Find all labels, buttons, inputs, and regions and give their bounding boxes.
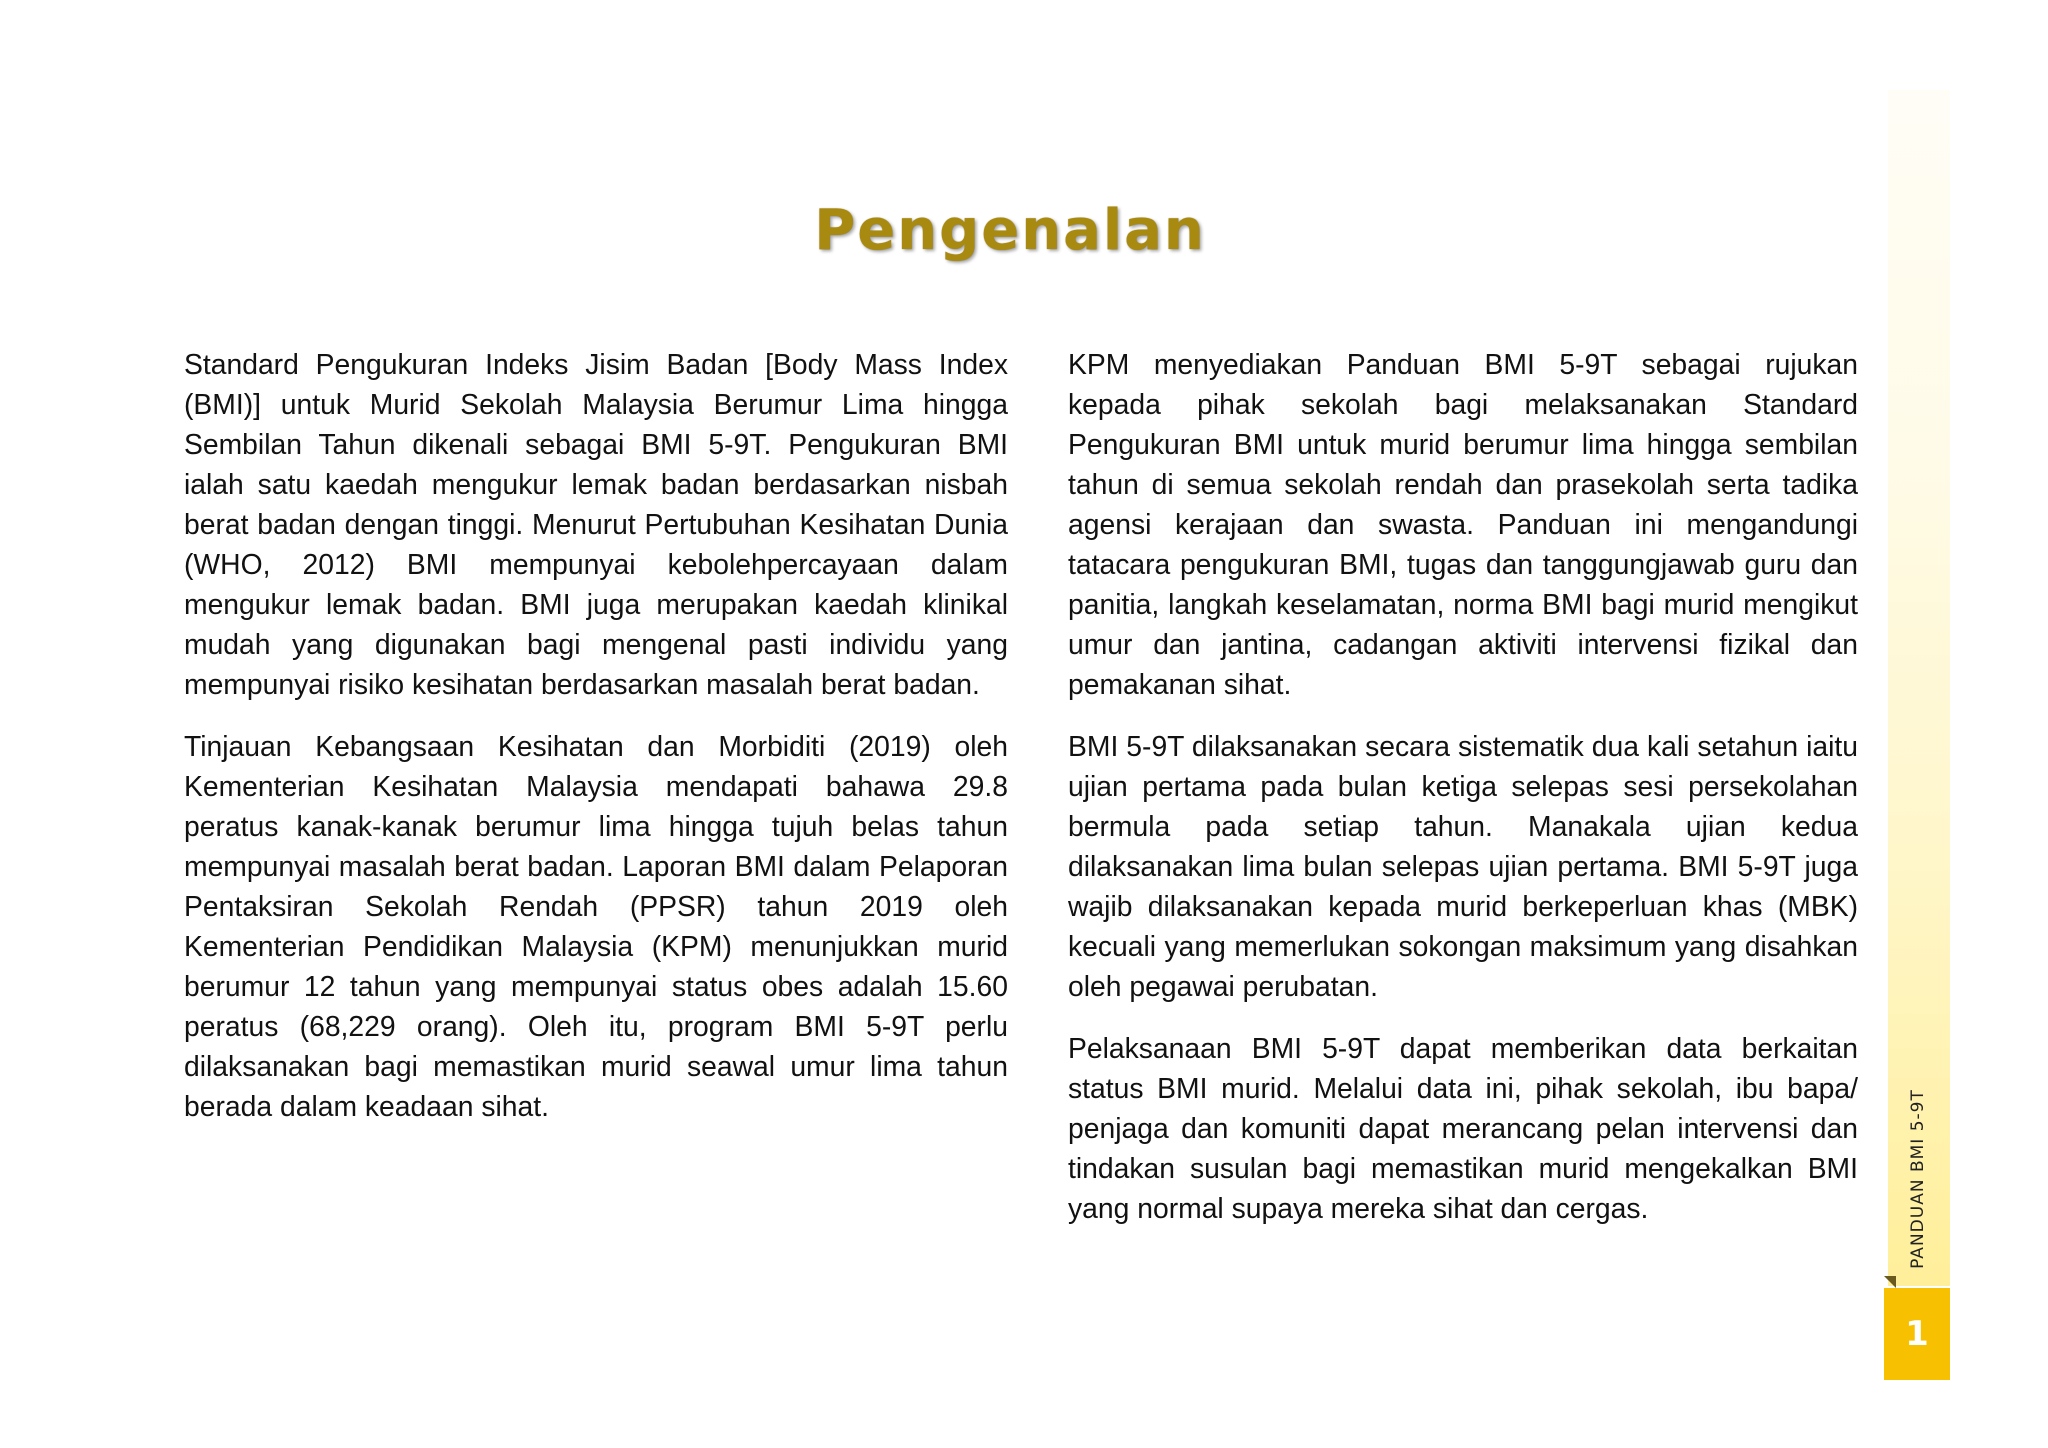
paragraph: Tinjauan Kebangsaan Kesihatan dan Morbiditi (2019) oleh Kementerian Kesihatan Malaysia mendapati bahawa 29.8 peratus kanak-kanak berumur lima hingga tujuh belas tahun mempunyai masalah berat badan. Laporan BMI dalam Pelaporan Pentaksiran Sekolah Rendah (PPSR) tahun 2019 oleh Kementerian Pendidikan Malaysia (KPM) menunjukkan murid berumur 12 tahun yang mempunyai status obes adalah 15.60 peratus (68,229 orang). Oleh itu, program BMI 5-9T perlu dilaksanakan bagi memastikan murid seawal umur lima tahun berada dalam keadaan sihat. [184, 730, 1008, 1122]
paragraph: Pelaksanaan BMI 5-9T dapat memberikan data berkaitan status BMI murid. Melalui data ini, pihak sekolah, ibu bapa/ penjaga dan komuniti dapat merancang pelan intervensi dan tindakan susulan bagi memastikan murid mengekalkan BMI yang normal supaya mereka sihat dan cergas. [1068, 1032, 1858, 1224]
page-title: Pengenalan [814, 198, 1206, 263]
paragraph: Standard Pengukuran Indeks Jisim Badan [Body Mass Index (BMI)] untuk Murid Sekolah Malaysia Berumur Lima hingga Sembilan Tahun dikenali sebagai BMI 5-9T. Pengukuran BMI ialah satu kaedah mengukur lemak badan berdasarkan nisbah berat badan dengan tinggi. Menurut Pertubuhan Kesihatan Dunia (WHO, 2012) BMI mempunyai kebolehpercayaan dalam mengukur lemak badan. BMI juga merupakan kaedah klinikal mudah yang digunakan bagi mengenal pasti individu yang mempunyai risiko kesihatan berdasarkan masalah berat badan. [184, 348, 1008, 700]
paragraph: KPM menyediakan Panduan BMI 5-9T sebagai rujukan kepada pihak sekolah bagi melaksanakan Standard Pengukuran BMI untuk murid berumur lima hingga sembilan tahun di semua sekolah rendah dan prasekolah serta tadika agensi kerajaan dan swasta. Panduan ini mengandungi tatacara pengukuran BMI, tugas dan tanggungjawab guru dan panitia, langkah keselamatan, norma BMI bagi murid mengikut umur dan jantina, cadangan aktiviti intervensi fizikal dan pemakanan sihat. [1068, 348, 1858, 700]
page-tab-notch [1884, 1276, 1896, 1288]
running-header-text: PANDUAN BMI 5-9T [1908, 1089, 1929, 1269]
paragraph: BMI 5-9T dilaksanakan secara sistematik dua kali setahun iaitu ujian pertama pada bulan ketiga selepas sesi persekolahan bermula pada setiap tahun. Manakala ujian kedua dilaksanakan lima bulan selepas ujian pertama. BMI 5-9T juga wajib dilaksanakan kepada murid berkeperluan khas (MBK) kecuali yang memerlukan sokongan maksimum yang disahkan oleh pegawai perubatan. [1068, 730, 1858, 1002]
page-number-box [1884, 1288, 1950, 1380]
page-number: 1 [1905, 1314, 1929, 1354]
right-column [1068, 344, 1858, 1250]
running-header [1898, 1084, 1938, 1274]
left-column [184, 344, 1008, 1148]
